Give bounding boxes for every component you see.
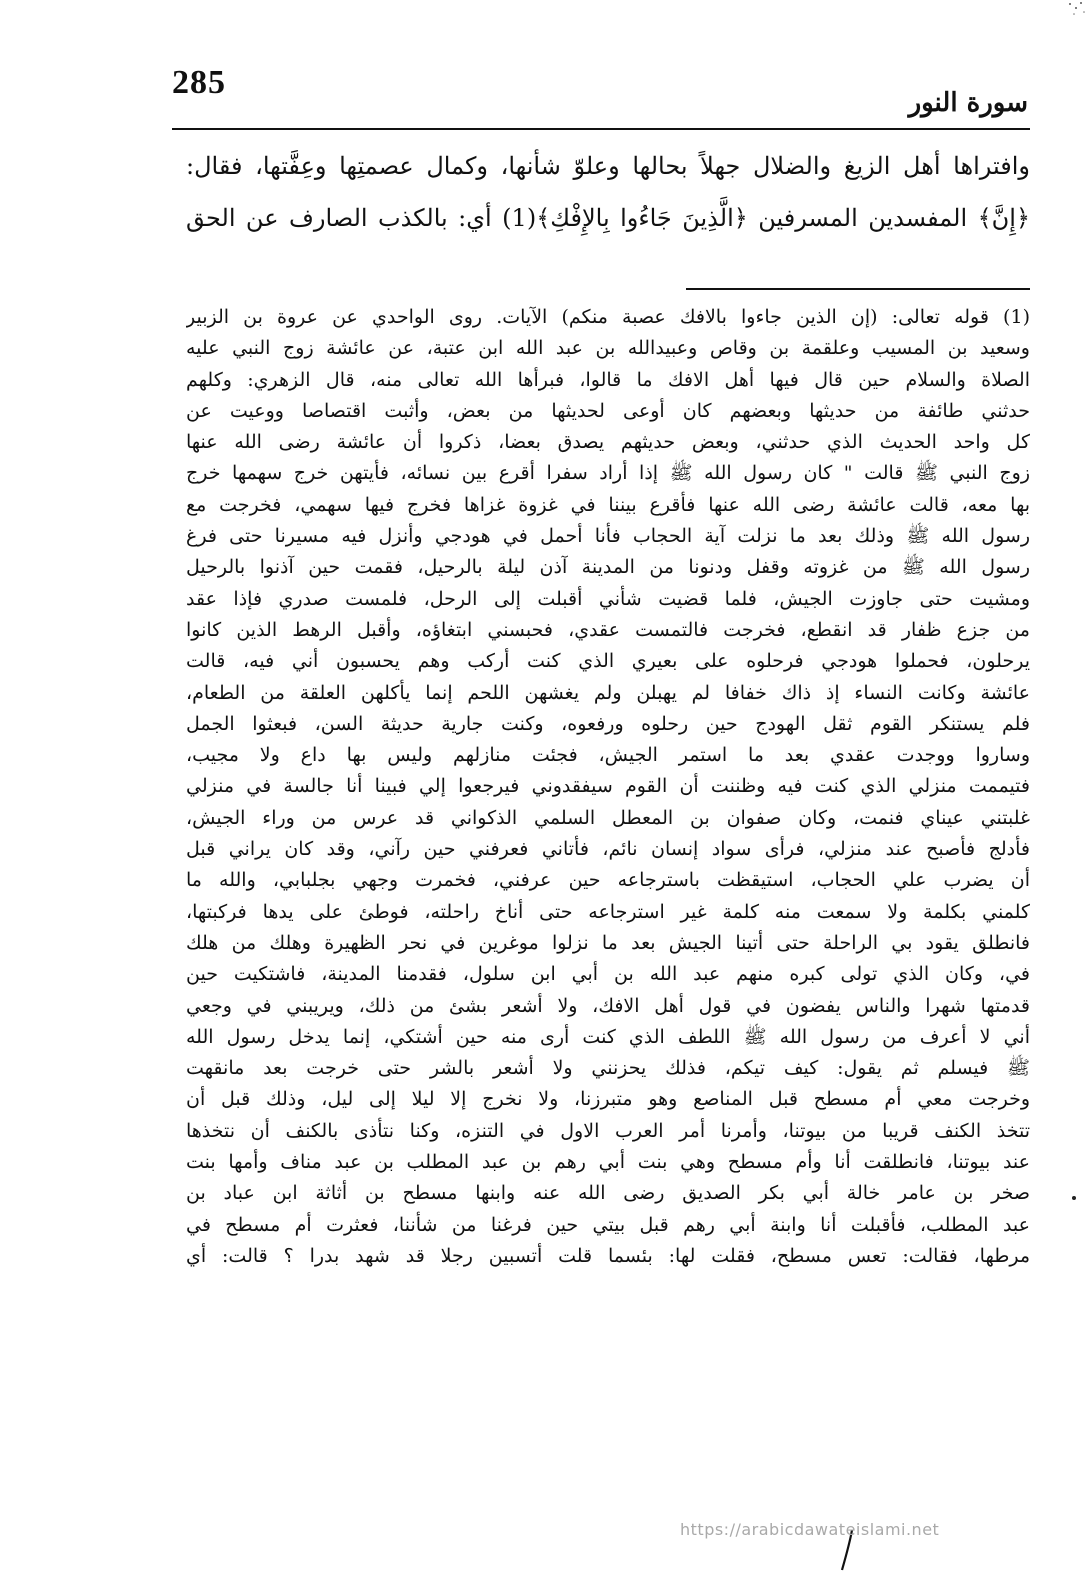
footnote-line: الصلاة والسلام حين قال فيها أهل الافك ما قالوا، فبرأها الله تعالى منه، قال الزهري: وكلهم [186, 368, 1030, 391]
header-rule [172, 128, 1030, 130]
footnote-line: فانطلق يقود بي الراحلة حتى أتينا الجيش بعد ما نزلوا موغرين في نحر الظهيرة وهلك من هلك [186, 931, 1030, 954]
footnote-line: غلبتني عيناي فنمت، وكان صفوان بن المعطل السلمي الذكواني قد عرس من وراء الجيش، [186, 806, 1030, 829]
footnote-line: كلمني بكلمة ولا سمعت منه كلمة غير استرجاعه حتى أناخ راحلته، فوطئ على يدها فركبتها، [186, 900, 1030, 923]
watermark-url: https://arabicdawateislami.net [680, 1520, 940, 1539]
footnote-line: وخرجت معي أم مسطح قبل المناصع وهو متبرزنا، ولا نخرج إلا ليلا إلى ليل، وذلك قبل أن [186, 1088, 1030, 1111]
footnote-line: مرطها، فقالت: تعس مسطح، فقلت لها: بئسما قلت أتسبين رجلا قد شهد بدرا ؟ قالت: أي [186, 1244, 1030, 1267]
page-number: 285 [172, 64, 226, 101]
footnote-line: من جزع ظفار قد انقطع، فخرجت فالتمست عقدي، فحبسني ابتغاؤه، وأقبل الرهط الذين كانوا [186, 618, 1030, 641]
footnote-line: أني لا أعرف من رسول الله ﷺ اللطف الذي كنت أرى منه حين أشتكي، إنما يدخل رسول الله [186, 1025, 1030, 1048]
footnote-line: عند بيوتنا، فانطلقت أنا وأم مسطح وهي بنت أبي رهم بن عبد المطلب بن عبد مناف وأمها بنت [186, 1151, 1030, 1174]
scan-corner-marks [1050, 0, 1088, 24]
footnote-line: حدثني طائفة من حديثها وبعضهم كان أوعى لحديثها من بعض، وأثبت اقتصاصا ووعيت عن [186, 399, 1030, 422]
footnote-line: كل واحد الحديث الذي حدثني، وبعض حديثهم يصدق بعضا، ذكروا أن عائشة رضى الله عنها [186, 431, 1030, 454]
footnote-line: رسول الله ﷺ من غزوته وقفل ودنونا من المدينة آذن ليلة بالرحيل، فقمت حين آذنوا بالرحيل [186, 556, 1030, 579]
main-text-line: ﴿إِنَّ﴾ المفسدين المسرفين ﴿الَّذِينَ جَاءُوا بِالإِفْكِ﴾(1) أي: بالكذب الصارف عن الحق [186, 204, 1031, 232]
footnote-line: في، وكان الذي تولى كبره منهم عبد الله بن أبي ابن سلول، فقدمنا المدينة، فاشتكيت حين [186, 963, 1030, 986]
footnote-line: فأدلج فأصبح عند منزلي، فرأى سواد إنسان نائم، فأتاني فعرفني حين رآني، وقد كان يراني قبل [186, 838, 1030, 861]
footnote-line: عائشة وكانت النساء إذ ذاك خفافا لم يهبلن ولم يغشهن اللحم إنما يأكلهن العلقة من الطعام، [186, 681, 1030, 704]
footnote-line: يرحلون، فحملوا هودجي فرحلوه على بعيري الذي كنت أركب وهم يحسبون أني فيه، قالت [186, 650, 1030, 673]
footnote-line: (1) قوله تعالى: (إن الذين جاءوا بالافك عصبة منكم) الآيات. روى الواحدي عن عروة بن الزبير [186, 306, 1030, 328]
main-text-line: وافتراها أهل الزيغ والضلال جهلاً بحالها وعلوّ شأنها، وكمال عصمتِها وعِفَّتها، فقال: [186, 152, 1030, 180]
footnote-line: تتخذ الكنف قريبا من بيوتنا، وأمرنا أمر العرب الاول في التنزه، وكنا نتأذى بالكنف أن نتخذها [186, 1119, 1030, 1142]
main-text [186, 140, 1030, 244]
footnote-line: وسعيد بن المسيب وعلقمة بن وقاص وعبيدالله بن عبد الله ابن عتبة، عن عائشة زوج النبي عليه [186, 337, 1030, 360]
footnote-line: صخر بن عامر خالة أبي بكر الصديق رضى الله عنه وابنها مسطح بن أثاثة ابن عباد بن [186, 1182, 1030, 1205]
footnote-line: أن يضرب علي الحجاب، استيقظت باسترجاعه حين عرفني، فخمرت وجهي بجلبابي، والله ما [186, 869, 1030, 892]
footnote-line: فتيممت منزلي الذي كنت فيه وظننت أن القوم سيفقدوني فيرجعوا إلي فبينا أنا جالسة في منزلي [186, 775, 1030, 798]
footnote-line: فلم يستنكر القوم ثقل الهودج حين رحلوه ورفعوه، وكنت جارية حديثة السن، فبعثوا الجمل [186, 712, 1030, 735]
footnote [186, 302, 1030, 1272]
footnote-line: قدمتها شهرا والناس يفضون في قول أهل الافك، ولا أشعر بشئ من ذلك، ويريبني في وجعي [186, 994, 1030, 1017]
footnote-line: بها معه، قالت عائشة رضى الله عنها فأقرع بيننا في غزوة غزاها فخرج فيها سهمي، فخرجت مع [186, 493, 1030, 516]
footnote-line: عبد المطلب، فأقبلت أنا وابنة أبي رهم قبل بيتي حين فرغنا من شأننا، فعثرت أم مسطح في [186, 1213, 1030, 1236]
footnote-rule [686, 288, 1030, 290]
footnote-line: وساروا ووجدت عقدي بعد ما استمر الجيش، فجئت منازلهم وليس بها داع ولا مجيب، [186, 744, 1030, 767]
footnote-line: ومشيت حتى جاوزت الجيش، فلما قضيت شأني أقبلت إلى الرحل، فلمست صدري فإذا عقد [186, 587, 1030, 610]
scan-speck [1072, 1196, 1076, 1200]
footnote-line: رسول الله ﷺ وذلك بعد ما نزلت آية الحجاب فأنا أحمل في هودجي وأنزل فيه مسيرنا حتى فرغ [186, 525, 1030, 548]
surah-title: سورة النور [908, 88, 1028, 118]
footnote-line: ﷺ فيسلم ثم يقول: كيف تيكم، فذلك يحزنني ولا أشعر بالشر حتى خرجت بعد مانقهت [186, 1057, 1030, 1080]
footnote-line: زوج النبي ﷺ قالت " كان رسول الله ﷺ إذا أراد سفرا أقرع بين نسائه، فأيتهن خرج سهمها خرج [186, 462, 1030, 485]
